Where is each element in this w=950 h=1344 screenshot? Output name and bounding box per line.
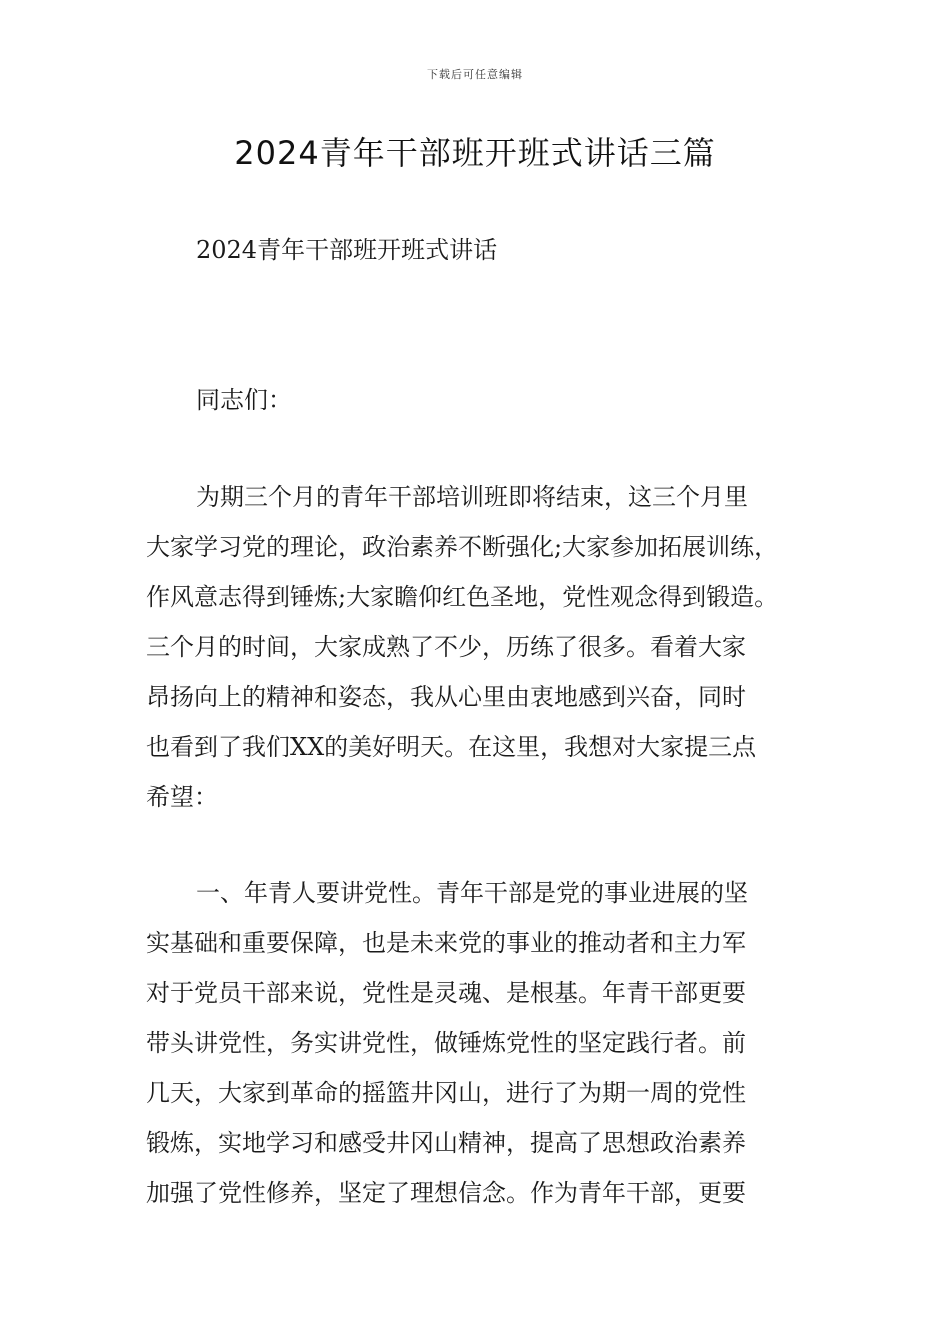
- paragraph-line: 三个月的时间，大家成熟了不少，历练了很多。看着大家: [146, 633, 746, 661]
- header-note: 下载后可任意编辑: [427, 68, 523, 81]
- paragraph-line: 带头讲党性，务实讲党性，做锤炼党性的坚定践行者。前: [146, 1029, 746, 1057]
- paragraph-line: 一、年青人要讲党性。青年干部是党的事业进展的坚: [196, 879, 748, 907]
- paragraph-line: 加强了党性修养，坚定了理想信念。作为青年干部，更要: [146, 1179, 746, 1207]
- paragraph-line: 为期三个月的青年干部培训班即将结束，这三个月里: [196, 483, 748, 511]
- paragraph-line: 对于党员干部来说，党性是灵魂、是根基。年青干部更要: [146, 979, 746, 1007]
- paragraph-line: 希望：: [146, 783, 218, 811]
- speech-subtitle: 2024青年干部班开班式讲话: [196, 236, 498, 264]
- greeting: 同志们：: [196, 386, 292, 414]
- paragraph-2: [146, 868, 836, 1218]
- paragraph-line: 实基础和重要保障，也是未来党的事业的推动者和主力军: [146, 929, 746, 957]
- paragraph-line: 锻炼，实地学习和感受井冈山精神，提高了思想政治素养: [146, 1129, 746, 1157]
- paragraph-line: 作风意志得到锤炼;大家瞻仰红色圣地，党性观念得到锻造。: [146, 583, 779, 611]
- paragraph-line: 也看到了我们XX的美好明天。在这里，我想对大家提三点: [146, 733, 757, 761]
- paragraph-line: 昂扬向上的精神和姿态，我从心里由衷地感到兴奋，同时: [146, 683, 746, 711]
- paragraph-line: 几天，大家到革命的摇篮井冈山，进行了为期一周的党性: [146, 1079, 746, 1107]
- document-title: 2024青年干部班开班式讲话三篇: [234, 134, 716, 172]
- paragraph-1: [146, 472, 836, 822]
- paragraph-line: 大家学习党的理论，政治素养不断强化;大家参加拓展训练，: [146, 533, 779, 561]
